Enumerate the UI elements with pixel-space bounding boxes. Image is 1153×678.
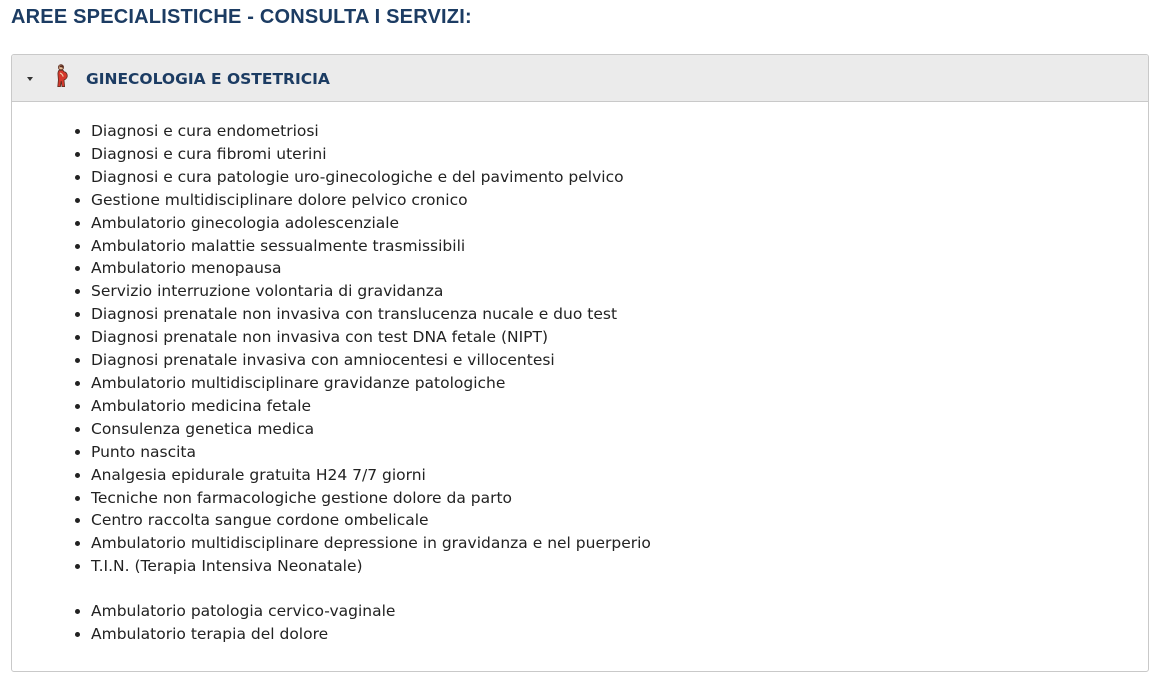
list-item: • Diagnosi prenatale non invasiva con test DNA fetale (NIPT)	[91, 326, 651, 349]
list-item: • Ambulatorio ginecologia adolescenziale	[91, 212, 651, 235]
services-list	[12, 120, 651, 578]
list-item: • Ambulatorio terapia del dolore	[91, 623, 395, 646]
list-item: • Diagnosi e cura endometriosi	[91, 120, 651, 143]
list-item: • T.I.N. (Terapia Intensiva Neonatale)	[91, 555, 651, 578]
list-item: • Ambulatorio multidisciplinare depressione in gravidanza e nel puerperio	[91, 532, 651, 555]
list-item: • Ambulatorio malattie sessualmente trasmissibili	[91, 235, 651, 258]
pregnant-woman-icon	[53, 64, 71, 88]
list-item: • Ambulatorio medicina fetale	[91, 395, 651, 418]
list-item: • Servizio interruzione volontaria di gravidanza	[91, 280, 651, 303]
list-item: • Diagnosi prenatale invasiva con amniocentesi e villocentesi	[91, 349, 651, 372]
list-item: • Ambulatorio menopausa	[91, 257, 651, 280]
list-item: • Ambulatorio patologia cervico-vaginale	[91, 600, 395, 623]
list-item: • Diagnosi prenatale non invasiva con translucenza nucale e duo test	[91, 303, 651, 326]
list-item: • Centro raccolta sangue cordone ombelicale	[91, 509, 651, 532]
caret-down-icon[interactable]	[27, 77, 33, 81]
accordion-panel-ginecologia	[11, 54, 1149, 672]
list-item: • Analgesia epidurale gratuita H24 7/7 giorni	[91, 464, 651, 487]
list-item: • Ambulatorio multidisciplinare gravidanze patologiche	[91, 372, 651, 395]
list-item: • Punto nascita	[91, 441, 651, 464]
list-item: • Consulenza genetica medica	[91, 418, 651, 441]
services-list-extra	[12, 600, 395, 646]
page-title: AREE SPECIALISTICHE - CONSULTA I SERVIZI:	[11, 6, 472, 28]
panel-title[interactable]: GINECOLOGIA E OSTETRICIA	[86, 70, 330, 88]
list-item: • Diagnosi e cura fibromi uterini	[91, 143, 651, 166]
list-item: • Tecniche non farmacologiche gestione dolore da parto	[91, 487, 651, 510]
list-item: • Diagnosi e cura patologie uro-ginecologiche e del pavimento pelvico	[91, 166, 651, 189]
list-item: • Gestione multidisciplinare dolore pelvico cronico	[91, 189, 651, 212]
accordion-header[interactable]	[12, 55, 1148, 102]
